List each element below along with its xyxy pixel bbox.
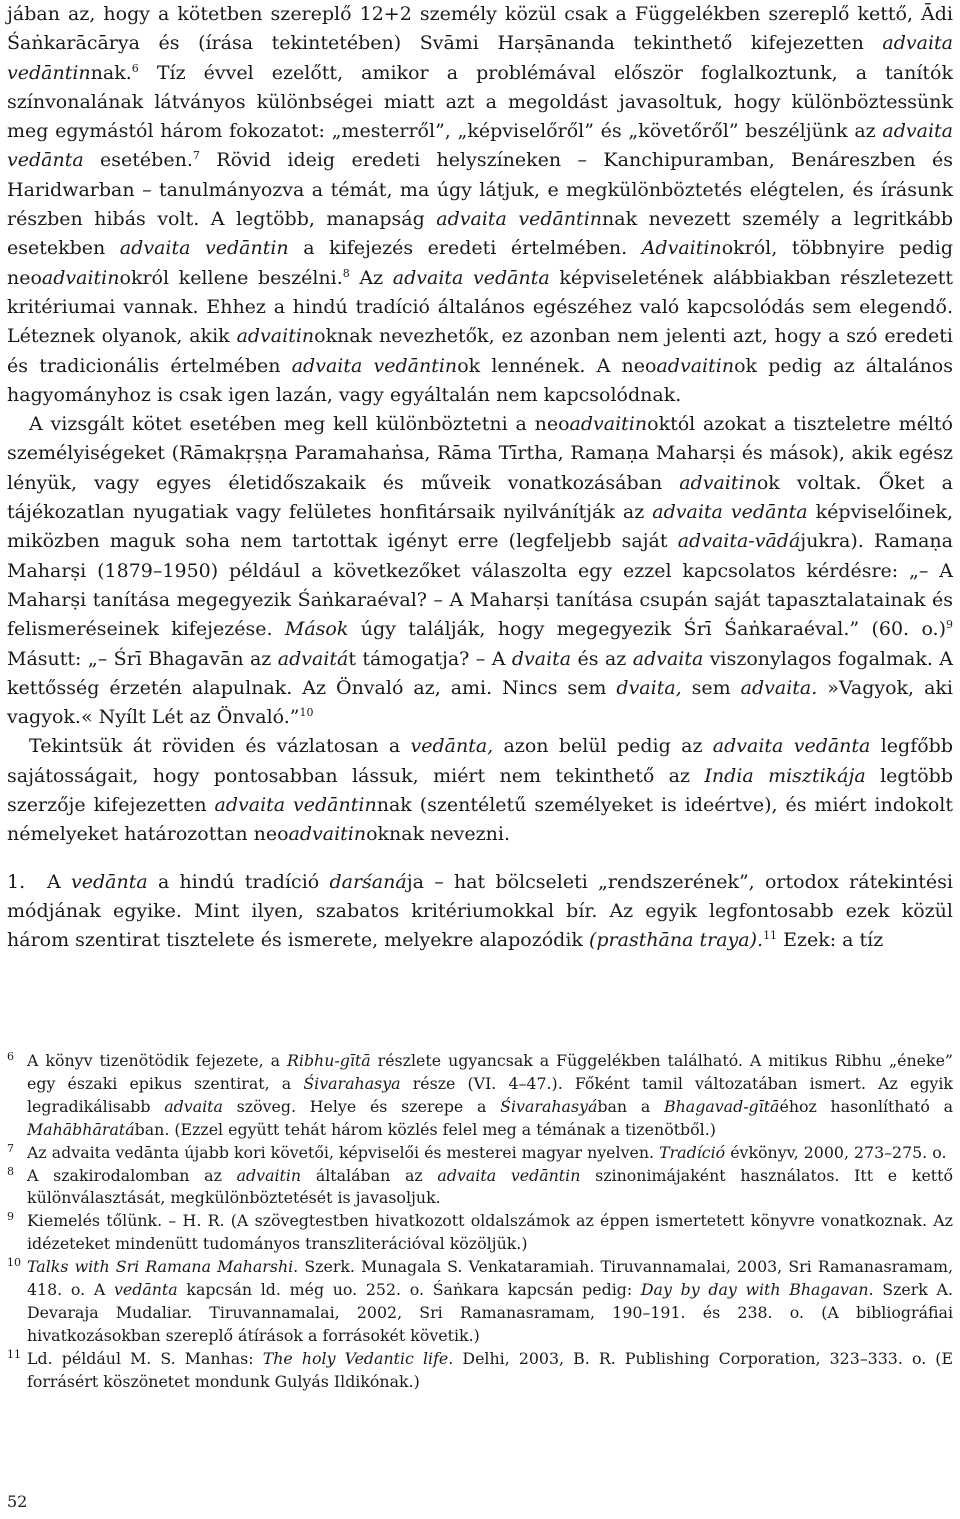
footnote-ref-8[interactable]: 8 [342,266,350,280]
footnote-ref-9[interactable]: 9 [946,618,953,632]
paragraph-2: A vizsgált kötet esetében meg kell különböztetni a neoadvaitinoktól azokat a tiszteletre méltó személyiségeket (Rāmakṛṣṇa Paramahaṅsa, Rāma Tīrtha, Ramaṇa Maharṣi és mások), akik egész lényük, vagy egyes életidőszakaik és műveik vonatkozásában advaitinok voltak. Őket a tájékozatlan nyugatiak vagy felületes honfitársaik nyilvánítják az advaita vedānta képviselőinek, miközben maguk soha nem tartottak igényt erre (legfeljebb saját advaita-vādájukra). Ramaṇa Maharṣi (1879–1950) például a következőket válaszolta egy ezzel kapcsolatos kérdésre: „– A Maharṣi tanítása megegyezik Śaṅkaraéval? – A Maharṣi tanítása csupán saját tapasztalatainak és felismeréseinek kifejezése. Mások úgy találják, hogy megegyezik Śrī Śaṅkaraéval.” (60. o.)$^9$ Másutt: „– Śrī Bhagavān az advaitát támogatja? – A dvaita és az advaita viszonylagos fogalmak. A kettősség érzetén alapulnak. Az Önvaló az, ami. Nincs sem dvaita, sem advaita. »Vagyok, aki vagyok.« Nyílt Lét az Önvaló.”$^{10}$ [7,413,954,729]
footnote-6: 6 A könyv tizenötödik fejezete, a Ribhu-gītā részlete ugyancsak a Függelékben található. A mitikus Ribhu „éneke” egy északi epikus szentirat, a Śivarahasya része (VI. 4–47.). Főként tamil változatában ismert. Az egyik legradikálisabb advaita szöveg. Helye és szerepe a Śivarahasyában a Bhagavad-gītāéhoz hasonlítható a Mahābhāratában. (Ezzel együtt tehát három közlés felel meg a témának a tizenötből.) [7,1050,953,1142]
footnote-number: 6 [7,1050,14,1063]
main-text [7,0,953,956]
paragraph-3: Tekintsük át röviden és vázlatosan a vedānta, azon belül pedig az advaita vedānta legfőbb sajátosságait, hogy pontosabban lássuk, miért nem tekinthető az India misztikája legtöbb szerzője kifejezetten advaita vedāntinnak (szentéletű személyeket is ideértve), és miért indokolt némelyeket határozottan neoadvaitinoknak nevezni. [7,735,953,846]
footnote-7: 7 Az advaita vedānta újabb kori követői, képviselői és mesterei magyar nyelven. Tradíció évkönyv, 2000, 273–275. o. [7,1142,953,1165]
footnote-number: 7 [7,1141,14,1155]
footnote-number: 10 [7,1256,21,1270]
paragraph-4: 1. A vedānta a hindú tradíció darśanája – hat bölcseleti „rendszerének”, ortodox rátekintési módjának egyike. Mint ilyen, szabatos kritériumokkal bír. Az egyik legfontosabb ezek közül három szentirat tisztelete és ismerete, melyekre alapozódik (prasthāna traya).$^{11}$ Ezek: a tíz [7,868,953,956]
page-number: 52 [7,1492,28,1511]
section-number: 1. [7,870,26,893]
footnote-ref-7[interactable]: 7 [192,149,200,163]
footnote-ref-10[interactable]: 10 [299,706,314,720]
footnote-ref-11[interactable]: 11 [763,929,778,943]
footnote-9: 9 Kiemelés tőlünk. – H. R. (A szövegtestben hivatkozott oldalszámok az éppen ismertetett könyvre vonatkoznak. Az idézeteket mindenütt tudományos transzliterációval közöljük.) [7,1210,953,1256]
footnote-ref-6[interactable]: 6 [131,61,139,75]
footnotes [7,1050,953,1394]
footnote-11: 11 Ld. például M. S. Manhas: The holy Vedantic life. Delhi, 2003, B. R. Publishing Corporation, 323–333. o. (E forrásért köszönetet mondunk Gulyás Ildikónak.) [7,1348,953,1394]
footnote-number: 9 [7,1210,14,1224]
paragraph-1: jában az, hogy a kötetben szereplő 12+2 személy közül csak a Függelékben szereplő kettő, Ādi Śaṅkarācārya és (írása tekintetében) Svāmi Harṣānanda tekinthető kifejezetten advaita vedāntinnak.$^6$ Tíz évvel ezelőtt, amikor a problémával először foglalkoztunk, a tanítók színvonalának látványos különbségei miatt azt a megoldást javasoltuk, hogy különböztessünk meg egymástól három fokozatot: „mesterről”, „képviselőről” és „követőről” beszéljünk az advaita vedānta esetében.$^7$ Rövid ideig eredeti helyszíneken – Kanchipuramban, Benáreszben és Haridwarban – tanulmányozva a témát, ma úgy látjuk, e megkülönböztetés elégtelen, és írásunk részben hibás volt. A legtöbb, manapság advaita vedāntinnak nevezett személy a legritkább esetekben advaita vedāntin a kifejezés eredeti értelmében. Advaitinokról, többnyire pedig neoadvaitinokról kellene beszélni.$^8$ Az advaita vedānta képviseletének alábbiakban részletezett kritériumai vannak. Ehhez a hindú tradíció általános egészéhez való kapcsolódás sem elegendő. Léteznek olyanok, akik advaitinoknak nevezhetők, ez azonban nem jelenti azt, hogy a szó eredeti és tradicionális értelmében advaita vedāntinok lennének. A neoadvaitinok pedig az általános hagyományhoz is csak igen lazán, vagy egyáltalán nem kapcsolódnak. [7,3,954,406]
footnote-10: 10 Talks with Sri Ramana Maharshi. Szerk. Munagala S. Venkataramiah. Tiruvannamalai, 2003, Sri Ramanasramam, 418. o. A vedānta kapcsán ld. még uo. 252. o. Śaṅkara kapcsán pedig: Day by day with Bhagavan. Szerk A. Devaraja Mudaliar. Tiruvannamalai, 2002, Sri Ramanasramam, 190–191. és 238. o. (A bibliográfiai hivatkozásokban szereplő átírások a forrásokét követik.) [7,1256,953,1348]
footnote-8: 8 A szakirodalomban az advaitin általában az advaita vedāntin szinonimájaként használatos. Itt e kettő különválasztását, megkülönböztetését is javasoljuk. [7,1165,953,1211]
footnote-number: 8 [7,1164,14,1178]
footnote-number: 11 [7,1347,21,1361]
